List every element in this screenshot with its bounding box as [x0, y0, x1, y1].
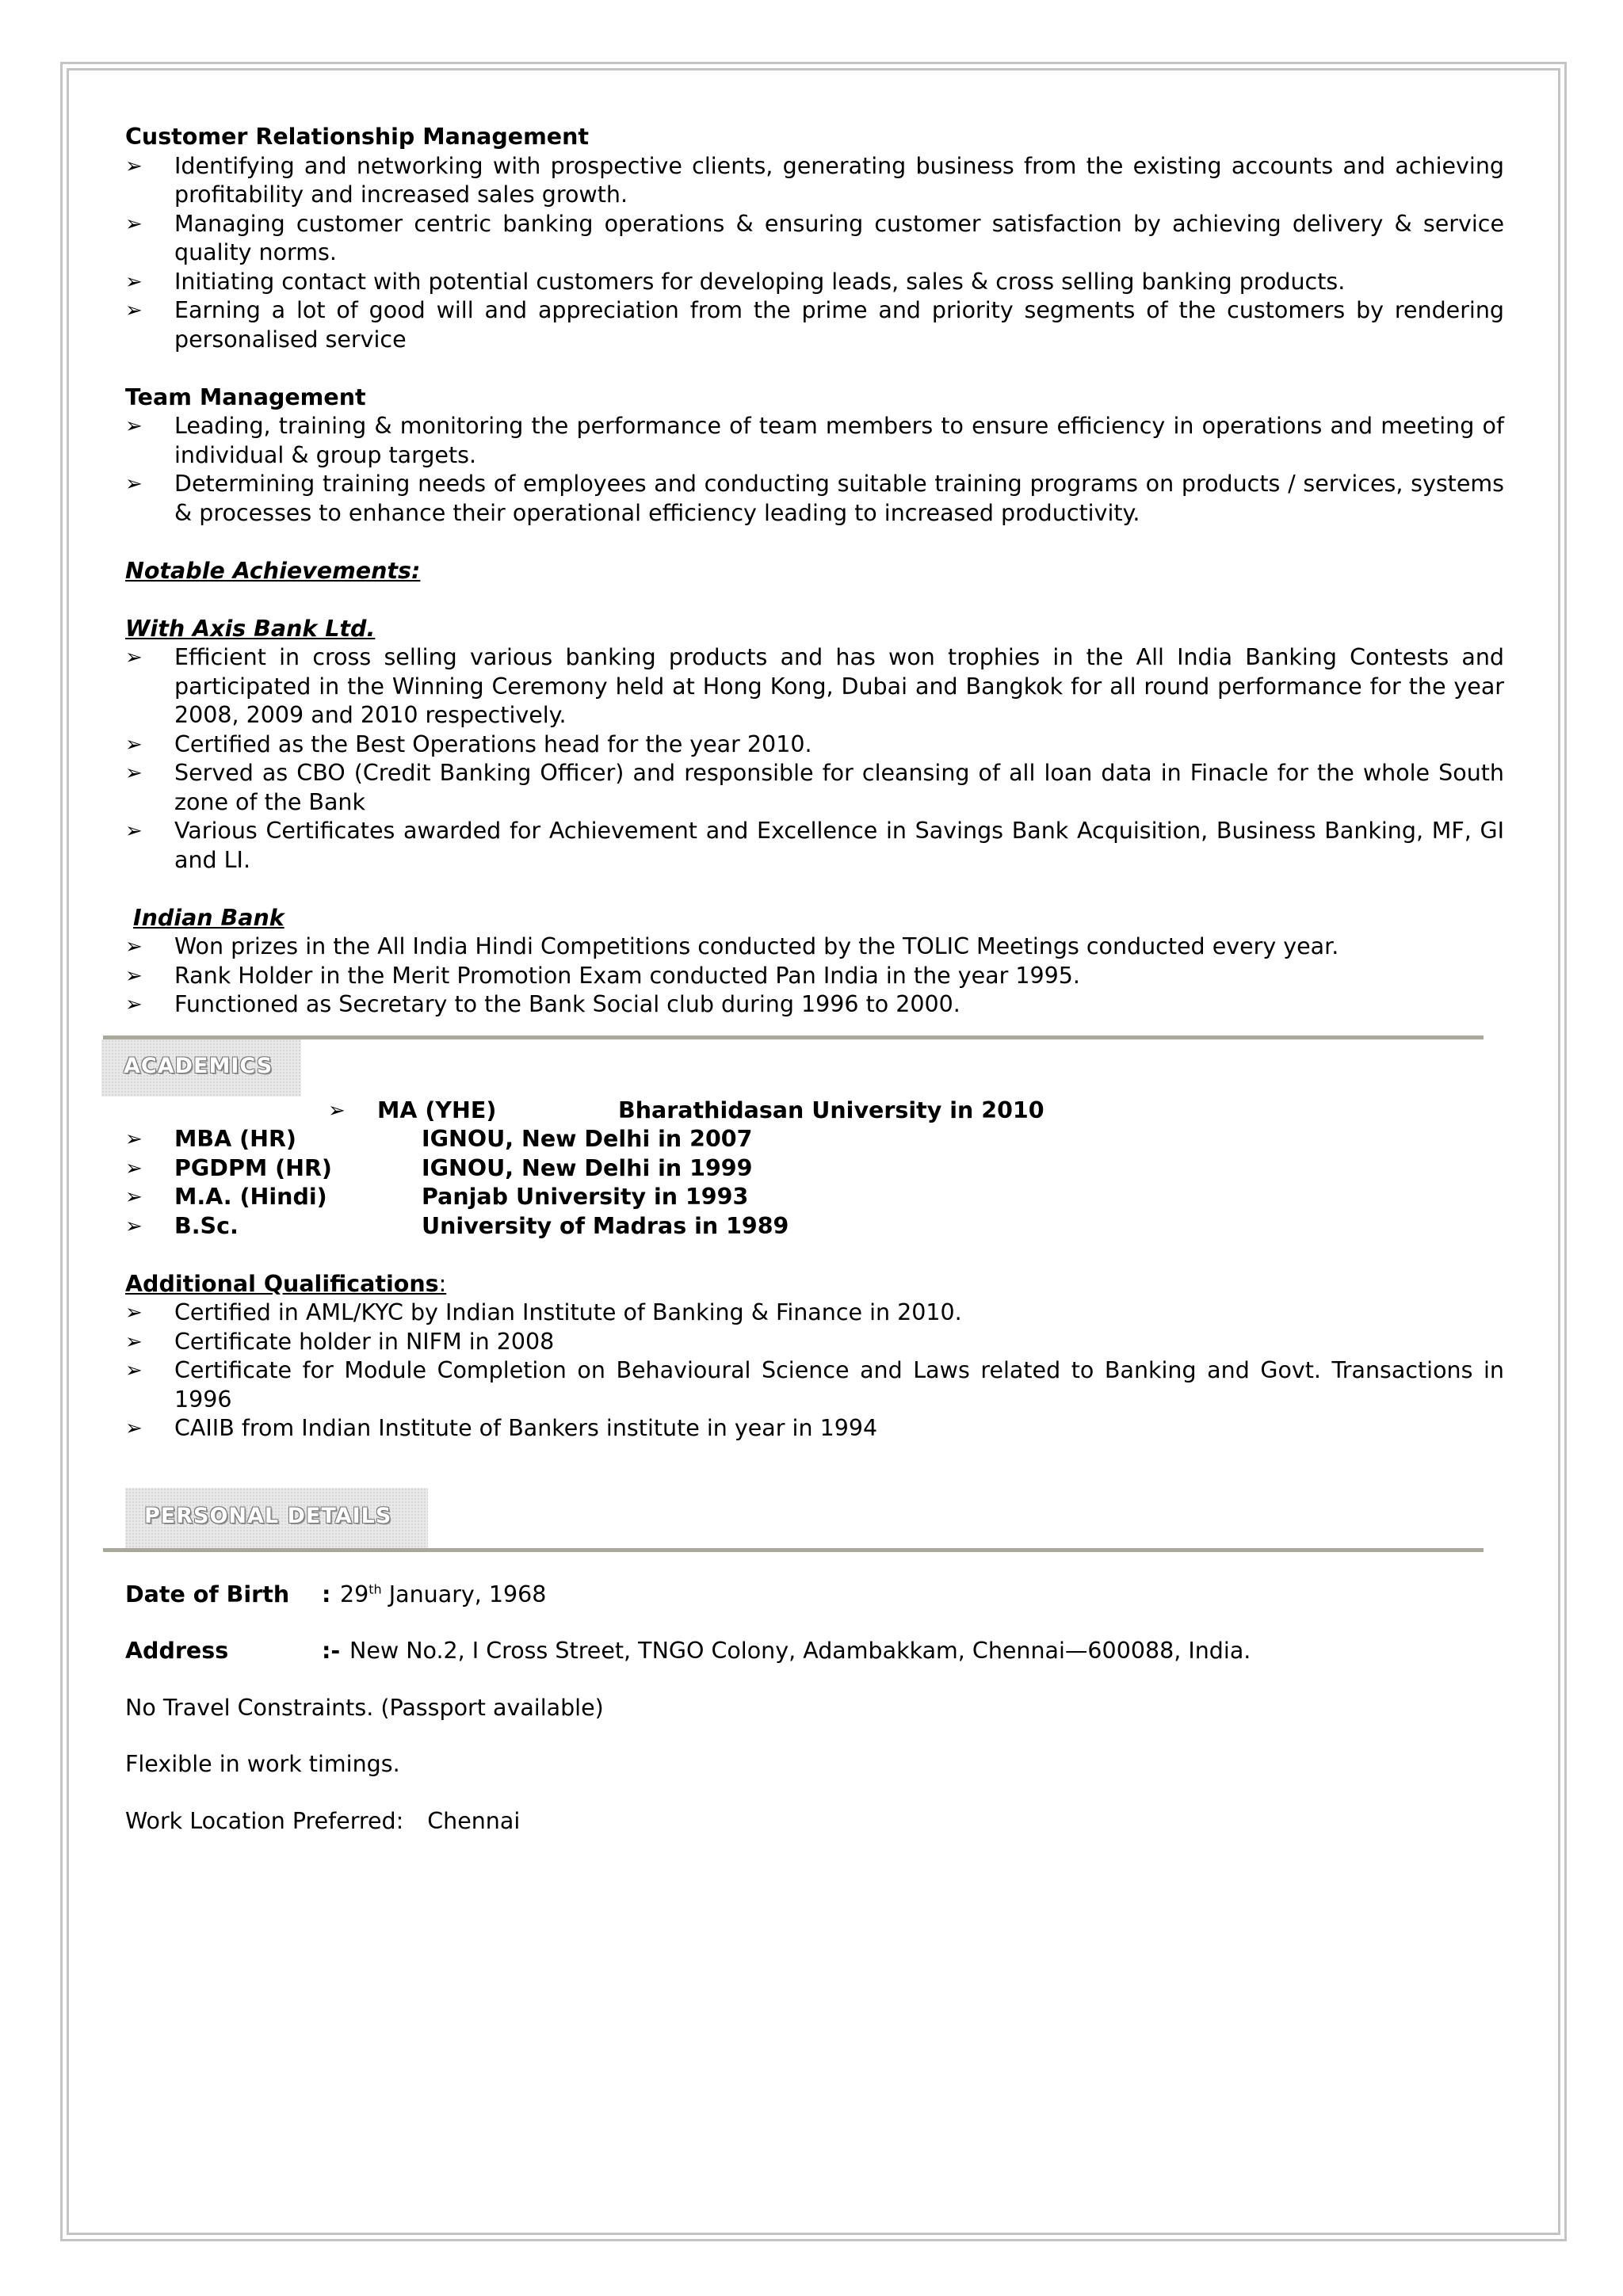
- arrow-bullet-icon: ➢: [125, 154, 143, 178]
- institution: IGNOU, New Delhi in 2007: [422, 1126, 753, 1152]
- resume-page: [125, 123, 1504, 1836]
- list-item: ➢ CAIIB from Indian Institute of Bankers institute in year in 1994: [125, 1414, 1504, 1444]
- dob-row: [125, 1581, 1504, 1610]
- arrow-bullet-icon: ➢: [125, 1185, 143, 1209]
- dob-value: 29th January, 1968: [340, 1581, 547, 1608]
- address-label: Address: [125, 1638, 229, 1664]
- list-item: ➢ Various Certificates awarded for Achievement and Excellence in Savings Bank Acquisition, Business Banking, MF, GI and LI.: [125, 818, 1504, 873]
- additional-heading: [125, 1270, 1504, 1299]
- list-item: ➢ Functioned as Secretary to the Bank Social club during 1996 to 2000.: [125, 990, 1504, 1020]
- arrow-bullet-icon: ➢: [125, 993, 143, 1016]
- arrow-bullet-icon: ➢: [125, 269, 143, 294]
- list-item: ➢ Certificate holder in NIFM in 2008: [125, 1328, 1504, 1357]
- crm-heading: Customer Relationship Management: [125, 124, 590, 150]
- arrow-bullet-icon: ➢: [125, 1417, 143, 1440]
- arrow-bullet-icon: ➢: [125, 1127, 143, 1151]
- list-item: ➢ Managing customer centric banking operations & ensuring customer satisfaction by achieving delivery & service quality norms.: [125, 210, 1504, 265]
- arrow-bullet-icon: ➢: [125, 1329, 143, 1354]
- academics-banner-title: ACADEMICS: [124, 1053, 273, 1078]
- list-item: ➢ Certified as the Best Operations head for the year 2010.: [125, 730, 1504, 760]
- achievements-heading: Notable Achievements:: [125, 557, 421, 584]
- degree: M.A. (Hindi): [174, 1184, 327, 1210]
- arrow-bullet-icon: ➢: [125, 414, 143, 438]
- arrow-bullet-icon: ➢: [125, 1359, 143, 1383]
- arrow-bullet-icon: ➢: [125, 1214, 143, 1238]
- address-separator: :-: [322, 1638, 341, 1664]
- arrow-bullet-icon: ➢: [125, 935, 143, 959]
- academics-row: [125, 1154, 1504, 1184]
- list-item: ➢ Identifying and networking with prospective clients, generating business from the existing accounts and achieving profitability and increased sales growth.: [125, 152, 1504, 208]
- dob-label: Date of Birth: [125, 1581, 290, 1608]
- crm-list: [125, 152, 1504, 355]
- list-item: ➢ Earning a lot of good will and appreciation from the prime and priority segments of the customers by rendering personalised service: [125, 297, 1504, 353]
- additional-heading-colon: :: [438, 1270, 447, 1297]
- list-item: ➢ Certified in AML/KYC by Indian Institute of Banking & Finance in 2010.: [125, 1299, 1504, 1328]
- personal-details-banner: [125, 1488, 1504, 1548]
- institution: IGNOU, New Delhi in 1999: [422, 1154, 753, 1181]
- arrow-bullet-icon: ➢: [125, 299, 143, 322]
- address-row: [125, 1637, 1504, 1666]
- list-item: ➢ Rank Holder in the Merit Promotion Exam conducted Pan India in the year 1995.: [125, 962, 1504, 991]
- address-value: New No.2, I Cross Street, TNGO Colony, Adambakkam, Chennai—600088, India.: [349, 1638, 1251, 1664]
- arrow-bullet-icon: ➢: [125, 472, 143, 496]
- axis-bank-heading: With Axis Bank Ltd.: [125, 615, 376, 642]
- team-list: [125, 412, 1504, 528]
- arrow-bullet-icon: ➢: [125, 1156, 143, 1180]
- list-item: ➢ Leading, training & monitoring the performance of team members to ensure efficiency in operations and meeting of individual & group targets.: [125, 413, 1504, 468]
- location-row: [125, 1807, 1504, 1836]
- axis-list: [125, 643, 1504, 875]
- list-item: ➢ Efficient in cross selling various banking products and has won trophies in the All India Banking Contests and participated in the Winning Ceremony held at Hong Kong, Dubai and Bangkok for all round performance for the year 2008, 2009 and 2010 respectively.: [125, 644, 1504, 728]
- arrow-bullet-icon: ➢: [328, 1098, 346, 1123]
- academics-banner: [125, 1039, 1504, 1097]
- list-item: ➢ Certificate for Module Completion on Behavioural Science and Laws related to Banking and Govt. Transactions in 1996: [125, 1357, 1504, 1413]
- list-item: ➢ Served as CBO (Credit Banking Officer) and responsible for cleansing of all loan data in Finacle for the whole South zone of the Bank: [125, 760, 1504, 815]
- list-item: ➢ Determining training needs of employees and conducting suitable training programs on products / services, systems & processes to enhance their operational efficiency leading to increased productivity.: [125, 471, 1504, 526]
- arrow-bullet-icon: ➢: [125, 732, 143, 757]
- academics-row: [125, 1212, 1504, 1241]
- degree: MBA (HR): [174, 1126, 296, 1152]
- arrow-bullet-icon: ➢: [125, 646, 143, 669]
- arrow-bullet-icon: ➢: [125, 761, 143, 785]
- degree: PGDPM (HR): [174, 1154, 332, 1181]
- location-label: Work Location Preferred:: [125, 1807, 404, 1834]
- institution: Panjab University in 1993: [422, 1184, 749, 1210]
- indian-bank-list: [125, 933, 1504, 1020]
- indian-bank-heading: Indian Bank: [133, 904, 285, 931]
- list-item: ➢ Won prizes in the All India Hindi Competitions conducted by the TOLIC Meetings conducted every year.: [125, 933, 1504, 962]
- personal-details-banner-title: PERSONAL DETAILS: [144, 1503, 392, 1528]
- dob-separator: :: [322, 1581, 331, 1608]
- degree: B.Sc.: [174, 1212, 239, 1239]
- team-heading: Team Management: [125, 383, 366, 410]
- institution: Bharathidasan University in 2010: [618, 1097, 1044, 1123]
- academics-row: [125, 1183, 1504, 1212]
- academics-row: [125, 1097, 1504, 1126]
- institution: University of Madras in 1989: [422, 1212, 789, 1239]
- location-value: Chennai: [427, 1807, 521, 1834]
- arrow-bullet-icon: ➢: [125, 963, 143, 988]
- additional-heading-text: Additional Qualifications: [125, 1270, 439, 1297]
- degree: MA (YHE): [377, 1097, 497, 1123]
- arrow-bullet-icon: ➢: [125, 819, 143, 843]
- travel-note: No Travel Constraints. (Passport available): [125, 1694, 604, 1721]
- timings-note: Flexible in work timings.: [125, 1751, 400, 1777]
- additional-list: [125, 1299, 1504, 1444]
- arrow-bullet-icon: ➢: [125, 212, 143, 236]
- academics-row: [125, 1125, 1504, 1154]
- list-item: ➢ Initiating contact with potential customers for developing leads, sales & cross selling banking products.: [125, 268, 1504, 297]
- arrow-bullet-icon: ➢: [125, 1301, 143, 1325]
